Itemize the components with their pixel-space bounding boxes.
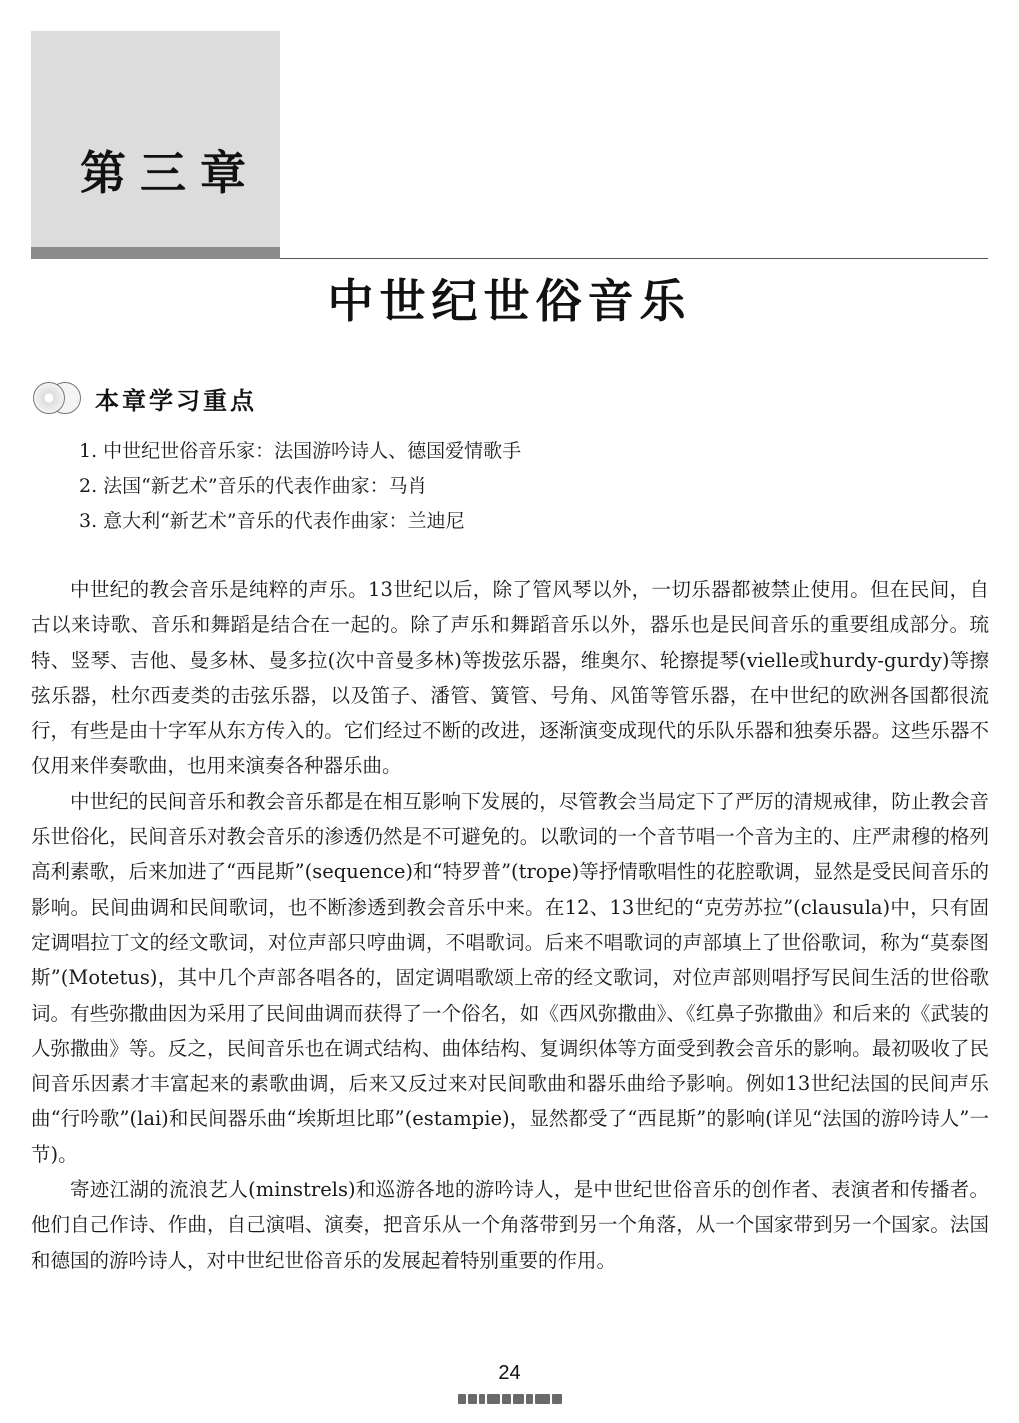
body-paragraph: 中世纪的民间音乐和教会音乐都是在相互影响下发展的，尽管教会当局定下了严厉的清规戒律，防止教会音乐世俗化，民间音乐对教会音乐的渗透仍然是不可避免的。以歌词的一个音节唱一个音为主的、庄严肃穆的格列高利素歌，后来加进了“西昆斯”(sequence)和“特罗普”(trope)等抒情歌唱性的花腔歌调，显然是受民间音乐的影响。民间曲调和民间歌词，也不断渗透到教会音乐中来。在12、13世纪的“克劳苏拉”(clausula)中，只有固定调唱拉丁文的经文歌词，对位声部只哼曲调，不唱歌词。后来不唱歌词的声部填上了世俗歌词，称为“莫泰图斯”(Motetus)，其中几个声部各唱各的，固定调唱歌颂上帝的经文歌词，对位声部则唱抒写民间生活的世俗歌词。有些弥撒曲因为采用了民间曲调而获得了一个俗名，如《西风弥撒曲》、《红鼻子弥撒曲》和后来的《武装的人弥撒曲》等。反之，民间音乐也在调式结构、曲体结构、复调织体等方面受到教会音乐的影响。最初吸收了民间音乐因素才丰富起来的素歌曲调，后来又反过来对民间歌曲和器乐曲给予影响。例如13世纪法国的民间声乐曲“行吟歌”(lai)和民间器乐曲“埃斯坦比耶”(estampie)，显然都受了“西昆斯”的影响(详见“法国的游吟诗人”一节)。 xyxy=(31,789,989,1166)
body-paragraph: 中世纪的教会音乐是纯粹的声乐。13世纪以后，除了管风琴以外，一切乐器都被禁止使用。但在民间，自古以来诗歌、音乐和舞蹈是结合在一起的。除了声乐和舞蹈音乐以外，器乐也是民间音乐的重要组成部分。琉特、竖琴、吉他、曼多林、曼多拉(次中音曼多林)等拨弦乐器，维奥尔、轮擦提琴(vielle或hurdy-gurdy)等擦弦乐器，杜尔西麦类的击弦乐器，以及笛子、潘管、簧管、号角、风笛等管乐器，在中世纪的欧洲各国都很流行，有些是由十字军从东方传入的。它们经过不断的改进，逐渐演变成现代的乐队乐器和独奏乐器。这些乐器不仅用来伴奏歌曲，也用来演奏各种器乐曲。 xyxy=(31,578,989,778)
focus-item: 1. 中世纪世俗音乐家：法国游吟诗人、德国爱情歌手 xyxy=(79,440,522,462)
body-paragraph: 寄迹江湖的流浪艺人(minstrels)和巡游各地的游吟诗人，是中世纪世俗音乐的创作者、表演者和传播者。他们自己作诗、作曲，自己演唱、演奏，把音乐从一个角落带到另一个角落，从一个国家带到另一个国家。法国和德国的游吟诗人，对中世纪世俗音乐的发展起着特别重要的作用。 xyxy=(31,1178,989,1272)
focus-heading-text: 本章学习重点 xyxy=(95,386,257,415)
focus-heading xyxy=(31,378,257,418)
page-number: 24 xyxy=(498,1362,521,1384)
header-rule xyxy=(280,258,988,259)
focus-item: 3. 意大利“新艺术”音乐的代表作曲家：兰迪尼 xyxy=(79,510,465,532)
chapter-header-bar xyxy=(31,247,280,259)
chapter-title: 中世纪世俗音乐 xyxy=(327,274,692,328)
chapter-label: 第三章 xyxy=(80,146,260,200)
focus-item: 2. 法国“新艺术”音乐的代表作曲家：马肖 xyxy=(79,475,427,497)
body-text xyxy=(31,572,989,1278)
focus-list xyxy=(79,434,521,539)
publisher-logo xyxy=(458,1392,562,1406)
disc-icon xyxy=(31,380,83,416)
